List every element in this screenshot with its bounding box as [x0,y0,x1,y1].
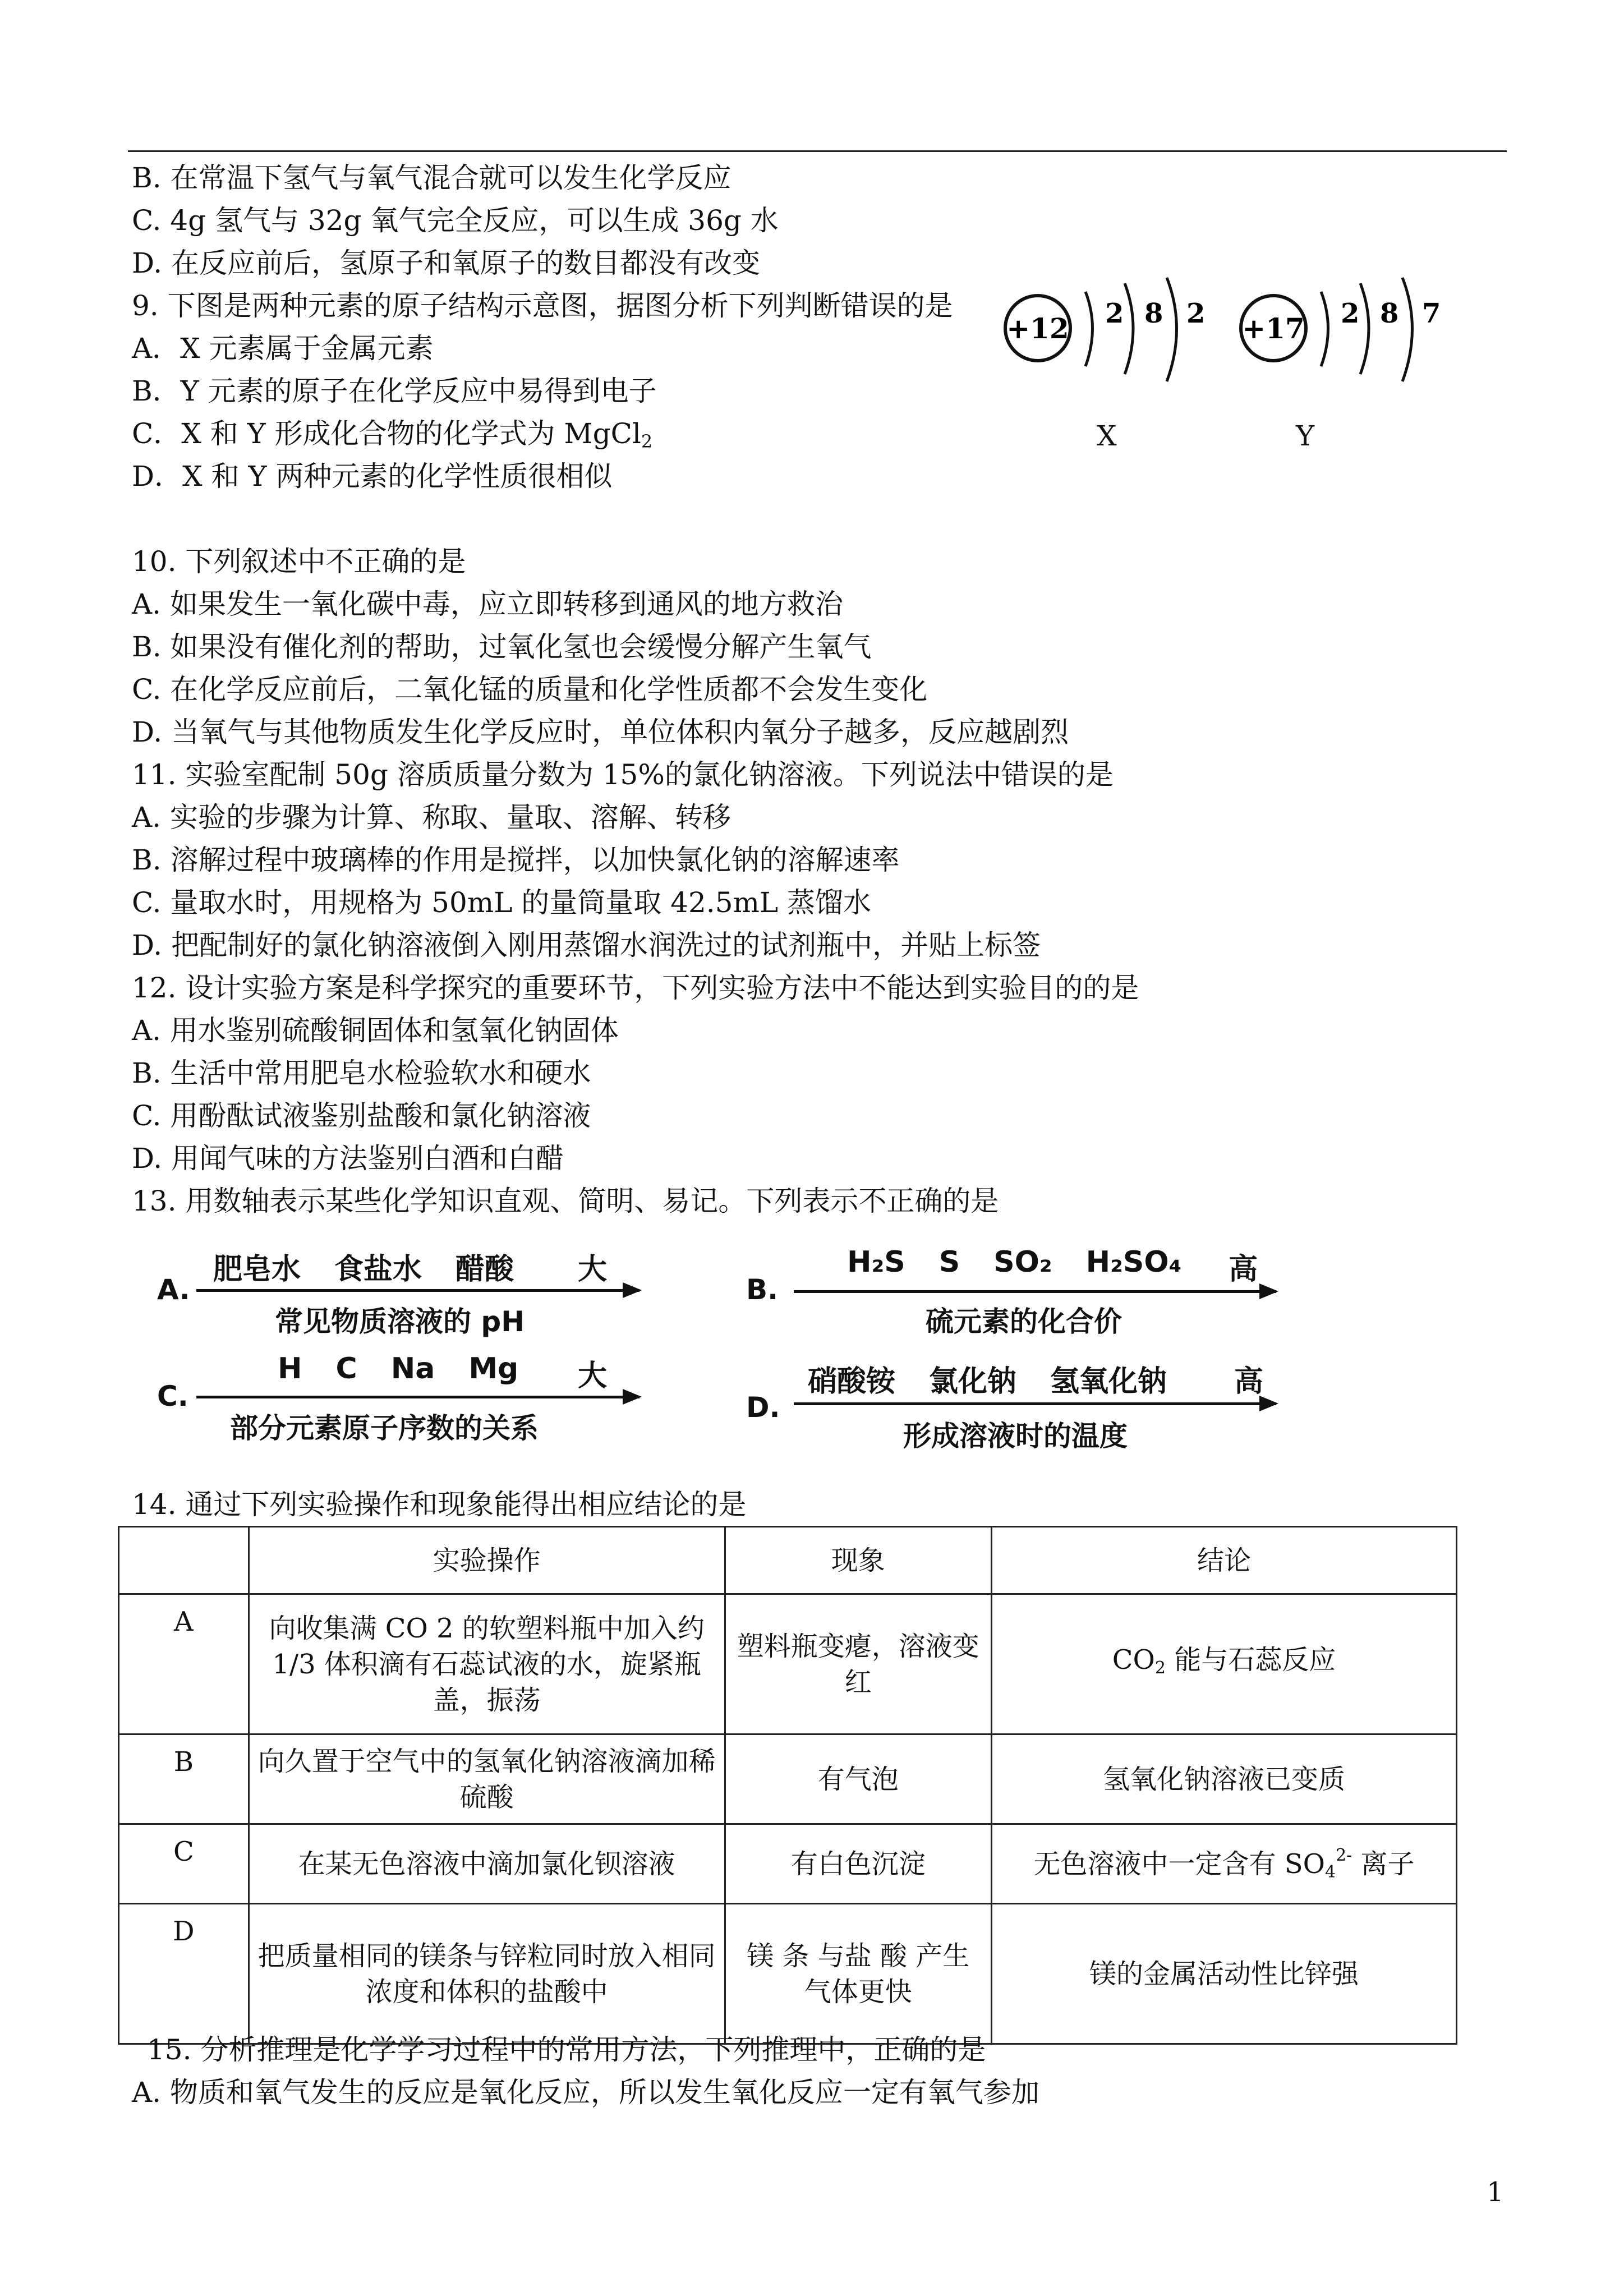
number-line-d-arrow [794,1402,1276,1405]
table-header-cell: 实验操作 [249,1527,725,1594]
operation-cell: 向收集满 CO 2 的软塑料瓶中加入约 1/3 体积滴有石蕊试液的水，旋紧瓶盖，振荡 [249,1594,725,1734]
q13-stem: 13. 用数轴表示某些化学知识直观、简明、易记。下列表示不正确的是 [132,1185,999,1217]
number-line-d-item: 氯化钠 [929,1365,1017,1398]
number-line-a-item: 食盐水 [334,1253,422,1286]
operation-cell: 把质量相同的镁条与锌粒同时放入相同浓度和体积的盐酸中 [249,1904,725,2044]
number-line-a-item: 醋酸 [456,1253,514,1286]
atom-x-shell-1: 2 [1105,298,1124,329]
number-line-c-caption: 部分元素原子序数的关系 [230,1412,539,1444]
phenomenon-cell: 镁 条 与盐 酸 产生气体更快 [725,1904,991,2044]
conclusion-cell: 无色溶液中一定含有 $SO_4^{2-}$ 离子 [992,1824,1457,1904]
number-line-a-item: 肥皂水 [213,1253,301,1286]
atom-y-shell-1: 2 [1341,298,1360,329]
q8-option-b: B. 在常温下氢气与氧气混合就可以发生化学反应 [132,162,732,194]
phenomenon-cell: 有气泡 [725,1734,991,1824]
q9-option-b: B．Y 元素的原子在化学反应中易得到电子 [132,375,657,407]
number-line-c-letter: C. [157,1380,188,1412]
number-line-b-item: SO₂ [993,1245,1052,1279]
table-row [119,1734,1457,1824]
atom-diagram-y [1234,266,1470,412]
atom-x-label: X [1097,420,1117,452]
atom-y-shell-2: 8 [1380,298,1399,329]
number-line-b-item: H₂SO₄ [1085,1245,1182,1279]
row-label: D [119,1904,249,2044]
number-line-b-arrow [794,1290,1276,1293]
number-line-d-end: 高 [1234,1365,1264,1398]
q8-option-d: D. 在反应前后，氢原子和氧原子的数目都没有改变 [132,247,761,279]
atom-x-shell-3: 2 [1186,298,1206,329]
number-line-a [157,1251,662,1341]
table-row [119,1594,1457,1734]
q10-stem: 10. 下列叙述中不正确的是 [132,545,466,578]
number-line-d-item: 氢氧化钠 [1050,1365,1167,1398]
q10-option-d: D. 当氧气与其他物质发生化学反应时，单位体积内氧分子越多，反应越剧烈 [132,716,1069,748]
number-line-a-letter: A. [157,1273,190,1306]
q14-stem: 14. 通过下列实验操作和现象能得出相应结论的是 [132,1488,747,1521]
number-line-c-end: 大 [578,1359,608,1393]
q10-option-c: C. 在化学反应前后，二氧化锰的质量和化学性质都不会发生变化 [132,673,928,706]
q11-option-c: C. 量取水时，用规格为 50mL 的量筒量取 42.5mL 蒸馏水 [132,886,872,919]
number-line-c-item: H [278,1352,302,1386]
number-line-b-caption: 硫元素的化合价 [926,1305,1122,1338]
atom-x-nucleus: +12 [1006,312,1069,345]
phenomenon-cell: 有白色沉淀 [725,1824,991,1904]
table-header-cell [119,1527,249,1594]
q12-option-b: B. 生活中常用肥皂水检验软水和硬水 [132,1057,591,1089]
q12-option-d: D. 用闻气味的方法鉴别白酒和白醋 [132,1142,564,1175]
q9-option-d: D．X 和 Y 两种元素的化学性质很相似 [132,460,613,493]
q12-option-a: A. 用水鉴别硫酸铜固体和氢氧化钠固体 [132,1014,619,1047]
q10-option-b: B. 如果没有催化剂的帮助，过氧化氢也会缓慢分解产生氧气 [132,631,872,663]
q15-option-a: A. 物质和氧气发生的反应是氧化反应，所以发生氧化反应一定有氧气参加 [132,2076,1039,2109]
number-line-b-letter: B. [746,1273,779,1306]
number-line-d-caption: 形成溶液时的温度 [903,1420,1128,1452]
operation-cell: 向久置于空气中的氢氧化钠溶液滴加稀硫酸 [249,1734,725,1824]
number-line-d-letter: D. [746,1391,780,1424]
q9-option-a: A．X 元素属于金属元素 [132,332,434,365]
conclusion-cell: $CO_2$ 能与石蕊反应 [992,1594,1457,1734]
atom-y-nucleus: +17 [1242,312,1305,345]
atom-y-label: Y [1296,420,1315,452]
row-label: C [119,1824,249,1904]
table-header-cell: 现象 [725,1527,991,1594]
q12-option-c: C. 用酚酞试液鉴别盐酸和氯化钠溶液 [132,1099,591,1132]
number-line-a-end: 大 [578,1253,608,1286]
number-line-d [746,1358,1307,1452]
q12-stem: 12. 设计实验方案是科学探究的重要环节，下列实验方法中不能达到实验目的的是 [132,972,1139,1004]
table-row [119,1824,1457,1904]
conclusion-cell: 氢氧化钠溶液已变质 [992,1734,1457,1824]
experiment-table [118,1526,1457,2045]
operation-cell: 在某无色溶液中滴加氯化钡溶液 [249,1824,725,1904]
number-line-a-caption: 常见物质溶液的 pH [275,1305,525,1338]
q11-stem: 11. 实验室配制 50g 溶质质量分数为 15%的氯化钠溶液。下列说法中错误的是 [132,758,1114,791]
q8-option-c: C. 4g 氢气与 32g 氧气完全反应，可以生成 36g 水 [132,204,779,237]
q15-stem: 15. 分析推理是化学学习过程中的常用方法，下列推理中，正确的是 [147,2033,986,2066]
atom-y-shell-3: 7 [1422,298,1441,329]
phenomenon-cell: 塑料瓶变瘪，溶液变红 [725,1594,991,1734]
header-rule [128,150,1507,152]
q11-option-d: D. 把配制好的氯化钠溶液倒入刚用蒸馏水润洗过的试剂瓶中，并贴上标签 [132,929,1041,961]
q10-option-a: A. 如果发生一氧化碳中毒，应立即转移到通风的地方救治 [132,588,843,620]
q11-option-b: B. 溶解过程中玻璃棒的作用是搅拌，以加快氯化钠的溶解速率 [132,844,900,876]
table-header-row [119,1527,1457,1594]
number-line-b-item: H₂S [847,1245,905,1279]
table-header-cell: 结论 [992,1527,1457,1594]
q9-stem: 9. 下图是两种元素的原子结构示意图，据图分析下列判断错误的是 [132,289,953,322]
row-label: A [119,1594,249,1734]
number-line-c-arrow [196,1396,640,1398]
row-label: B [119,1734,249,1824]
number-line-a-arrow [196,1289,640,1292]
atom-x-shell-2: 8 [1144,298,1163,329]
number-line-b [746,1245,1307,1341]
table-row [119,1904,1457,2044]
number-line-c [157,1352,662,1447]
number-line-c-item: Na [390,1352,435,1386]
number-line-c-item: Mg [468,1352,519,1386]
q9-option-c: C．X 和 Y 形成化合物的化学式为 MgCl$_2$ [132,417,653,452]
q11-option-a: A. 实验的步骤为计算、称取、量取、溶解、转移 [132,801,731,834]
number-line-c-item: C [335,1352,357,1386]
number-line-b-end: 高 [1229,1253,1258,1286]
number-line-d-item: 硝酸铵 [808,1365,896,1398]
number-line-b-item: S [938,1245,960,1279]
page-number: 1 [1487,2177,1504,2208]
conclusion-cell: 镁的金属活动性比锌强 [992,1904,1457,2044]
atom-diagram-x [999,266,1234,412]
